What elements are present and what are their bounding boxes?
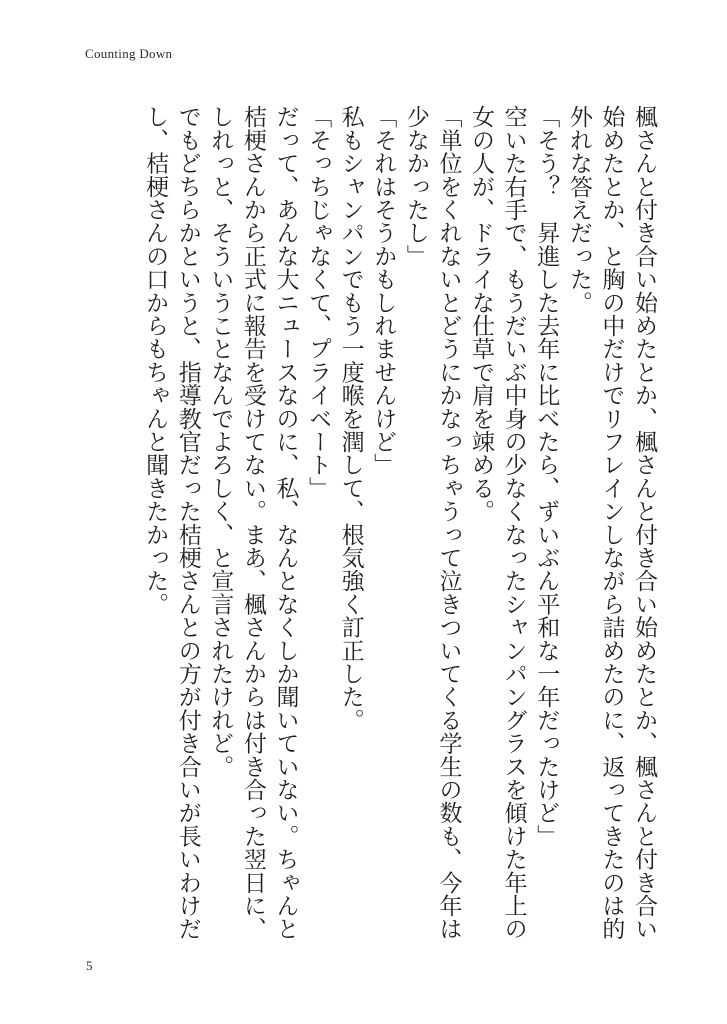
paragraph-1: 楓さんと付き合い始めたとか、楓さんと付き合い始めたとか、楓さんと付き合い始めたとか、と胸の中だけでリフレインしながら詰めたのに、返ってきたのは的外れな答えだった。	[565, 105, 657, 941]
paragraph-9: でもどちらかというと、指導教官だった桔梗さんとの方が付き合いが長いわけだし、桔梗さんの口からもちゃんと聞きたかった。	[142, 105, 201, 941]
paragraph-3: 空いた右手で、もうだいぶ中身の少なくなったシャンパングラスを傾けた年上の女の人が、ドライな仕草で肩を竦める。	[468, 105, 527, 941]
paragraph-5: 「それはそうかもしれませんけど」	[370, 105, 397, 477]
paragraph-2: 「そう？ 昇進した去年に比べたら、ずいぶん平和な一年だったけど」	[533, 105, 560, 848]
novel-body-text	[70, 105, 660, 945]
paragraph-7: 「そっちじゃなくて、プライベート」	[305, 105, 332, 500]
paragraph-8: だって、あんな大ニュースなのに、私、なんとなくしか聞いていない。ちゃんと桔梗さんから正式に報告を受けてない。まあ、楓さんからは付き合った翌日に、しれっと、そういうことなんでよろしく、と宣言されたけれど。	[207, 105, 299, 941]
running-head-title: Counting Down	[85, 46, 173, 61]
page-number: 5	[86, 958, 93, 973]
paragraph-6: 私もシャンパンでもう一度喉を潤して、根気強く訂正した。	[337, 105, 364, 732]
paragraph-4: 「単位をくれないとどうにかなっちゃうって泣きついてくる学生の数も、今年は少なかったし」	[402, 105, 462, 941]
